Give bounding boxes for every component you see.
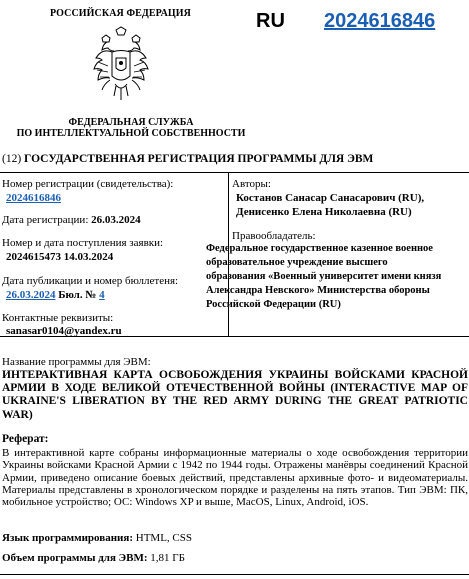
volume-label: Объем программы для ЭВМ: (2, 552, 148, 564)
publication-row (6, 289, 105, 301)
agency-name-line1: ФЕДЕРАЛЬНАЯ СЛУЖБА (68, 117, 194, 128)
document-number-link[interactable]: 2024616846 (324, 10, 436, 32)
language-label: Язык программирования: (2, 532, 134, 544)
divider-bottom (0, 574, 469, 575)
holder-label: Правообладатель: (232, 230, 316, 242)
bulletin-label: Бюл. № (58, 289, 97, 301)
holder-line-2: образовательное учреждение высшего (206, 257, 388, 268)
contacts-email: sanasar0104@yandex.ru (6, 325, 122, 337)
document-kind (2, 153, 373, 165)
author-1: Костанов Санасар Санасарович (RU), (236, 192, 425, 204)
holder-line-4: Александра Невского» Министерства обороны (206, 285, 430, 296)
application-value: 2024615473 14.03.2024 (6, 251, 114, 263)
language-row (2, 532, 192, 544)
country-name: РОССИЙСКАЯ ФЕДЕРАЦИЯ (50, 8, 192, 19)
agency-name-line2: ПО ИНТЕЛЛЕКТУАЛЬНОЙ СОБСТВЕННОСТИ (16, 128, 246, 139)
volume-value: 1,81 ГБ (150, 552, 185, 564)
divider-top (0, 172, 469, 173)
document-kind-code: (12) (2, 153, 22, 165)
author-2: Денисенко Елена Николаевна (RU) (236, 206, 412, 218)
abstract-text: В интерактивной карте собраны информационные материалы о ходе освобождения территории Украины войсками Красной Армии с 1942 по 1944 годы. Отражены манёвры соединений Красной Армии, приведено описание боевых действий, представлены архивные фото- и видеоматериалы. Материалы представлены в хронологическом порядке и разделены на пять этапов. Тип ЭВМ: ПК, мобильное устройство; ОС: Windows XP и выше, MacOS, Linux, Android, iOS. (2, 447, 468, 509)
contacts-label: Контактные реквизиты: (2, 312, 114, 324)
authors-label: Авторы: (232, 178, 271, 190)
program-name-label: Название программы для ЭВМ: (2, 356, 151, 368)
language-value: HTML, CSS (135, 532, 193, 544)
reg-date-row (2, 214, 141, 226)
publication-label: Дата публикации и номер бюллетеня: (2, 275, 179, 287)
reg-date-value: 26.03.2024 (91, 214, 141, 226)
country-code: RU (256, 10, 285, 32)
document-kind-title: ГОСУДАРСТВЕННАЯ РЕГИСТРАЦИЯ ПРОГРАММЫ ДЛЯ ЭВМ (24, 153, 374, 165)
volume-row (2, 552, 185, 564)
reg-date-label: Дата регистрации: (2, 214, 89, 226)
column-divider (228, 172, 229, 336)
publication-date-link[interactable]: 26.03.2024 (6, 289, 56, 301)
bulletin-number-link[interactable]: 4 (99, 289, 105, 301)
holder-line-1: Федеральное государственное казенное военное (206, 243, 433, 254)
holder-line-3: образования «Военный университет имени князя (206, 271, 442, 282)
russian-coat-of-arms-icon (92, 26, 150, 104)
abstract-label: Реферат: (2, 433, 49, 445)
holder-line-5: Российской Федерации (RU) (206, 299, 341, 310)
reg-number-link[interactable]: 2024616846 (6, 192, 61, 204)
reg-number-label: Номер регистрации (свидетельства): (2, 178, 174, 190)
application-label: Номер и дата поступления заявки: (2, 237, 164, 249)
program-name: ИНТЕРАКТИВНАЯ КАРТА ОСВОБОЖДЕНИЯ УКРАИНЫ ВОЙСКАМИ КРАСНОЙ АРМИИ В ХОДЕ ВЕЛИКОЙ ОТЕЧЕСТВЕННОЙ ВОЙНЫ (INTERACTIVE MAP OF UKRAINE'S LIBERATION BY THE RED ARMY DURING THE GREAT PATRIOTIC WAR) (2, 369, 468, 421)
